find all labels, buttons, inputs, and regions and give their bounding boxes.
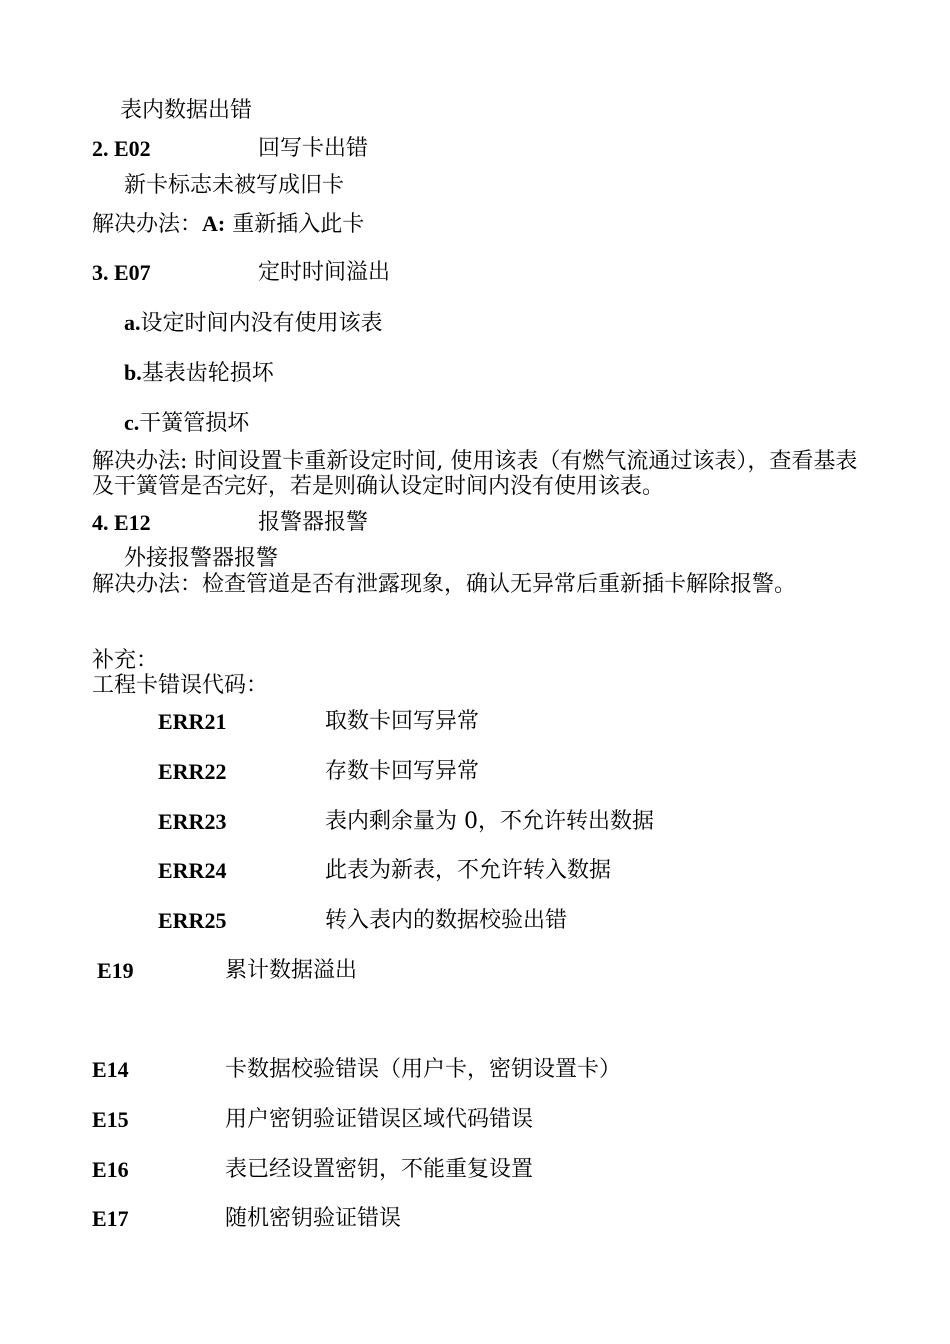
err-description: 表内剩余量为 0，不允许转出数据 <box>325 809 654 834</box>
section4-title: 报警器报警 <box>258 510 369 535</box>
e-description: 表已经设置密钥，不能重复设置 <box>225 1157 534 1182</box>
item-text: 干簧管损坏 <box>139 411 250 436</box>
err-description: 此表为新表，不允许转入数据 <box>325 858 612 883</box>
section3-item-a <box>124 310 383 336</box>
section3-item-b <box>124 360 274 386</box>
e-code: E14 <box>92 1057 129 1082</box>
e19-code: E19 <box>97 958 134 983</box>
item-mark: a. <box>124 310 141 335</box>
err-code: ERR25 <box>158 908 227 933</box>
e-code: E16 <box>92 1157 129 1182</box>
section1-tail-text: 表内数据出错 <box>120 98 253 123</box>
err-description: 取数卡回写异常 <box>325 709 480 734</box>
supplement-subheading: 工程卡错误代码： <box>92 673 269 698</box>
section2-description: 新卡标志未被写成旧卡 <box>124 173 345 198</box>
e-description: 卡数据校验错误（用户卡，密钥设置卡） <box>225 1057 622 1082</box>
err-description: 存数卡回写异常 <box>325 759 480 784</box>
section3-solution: 解决办法: 时间设置卡重新设定时间, 使用该表（有燃气流通过该表），查看基表及干簧管是否完好，若是则确认设定时间内没有使用该表。 <box>92 449 858 500</box>
e-code: E15 <box>92 1107 129 1132</box>
e-description: 用户密钥验证错误区域代码错误 <box>225 1107 534 1132</box>
section3-title: 定时时间溢出 <box>258 260 391 285</box>
solution-prefix: 解决办法： <box>92 212 203 237</box>
section3-number: 3. E07 <box>92 260 151 285</box>
e19-description: 累计数据溢出 <box>225 958 358 983</box>
item-text: 基表齿轮损坏 <box>141 361 274 386</box>
e-code: E17 <box>92 1206 129 1231</box>
item-mark: c. <box>124 410 140 435</box>
section4-solution: 解决办法：检查管道是否有泄露现象，确认无异常后重新插卡解除报警。 <box>92 572 797 597</box>
section4-number: 4. E12 <box>92 510 151 535</box>
item-mark: b. <box>124 360 142 385</box>
err-code: ERR24 <box>158 858 227 883</box>
item-text: 设定时间内没有使用该表 <box>140 311 383 336</box>
err-code: ERR21 <box>158 709 227 734</box>
solution-mark: A: <box>202 211 226 236</box>
section4-description: 外接报警器报警 <box>124 546 279 571</box>
section3-item-c <box>124 410 249 436</box>
err-code: ERR23 <box>158 809 227 834</box>
supplement-heading: 补充： <box>92 648 159 673</box>
solution-text: 重新插入此卡 <box>225 212 365 237</box>
err-description: 转入表内的数据校验出错 <box>325 908 568 933</box>
section2-title: 回写卡出错 <box>258 136 369 161</box>
section2-number: 2. E02 <box>92 136 151 161</box>
err-code: ERR22 <box>158 759 227 784</box>
section2-solution <box>92 211 364 237</box>
e-description: 随机密钥验证错误 <box>225 1206 402 1231</box>
